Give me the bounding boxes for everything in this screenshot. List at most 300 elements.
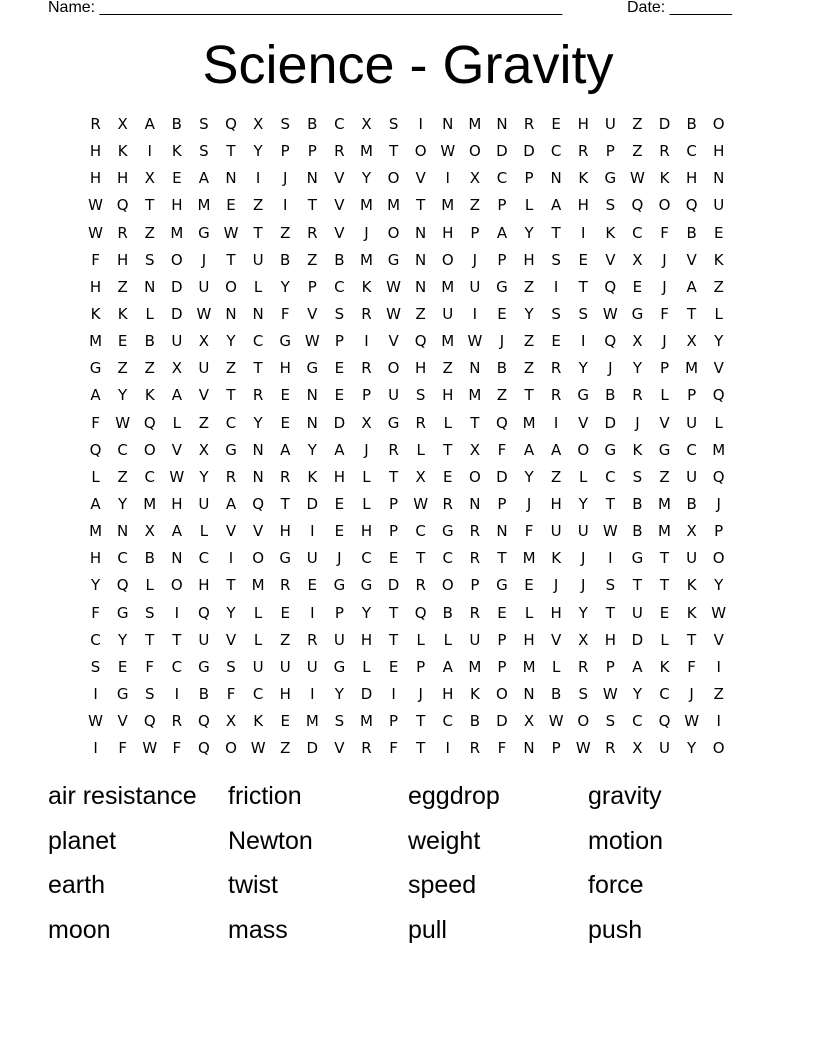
grid-letter: P <box>497 196 507 215</box>
grid-letter: R <box>90 115 101 133</box>
grid-letter: Q <box>116 196 129 215</box>
grid-letter: H <box>89 277 102 296</box>
grid-letter: T <box>416 196 426 215</box>
grid-letter: W <box>630 169 645 188</box>
grid-letter: Y <box>118 494 128 513</box>
grid-letter: L <box>416 630 425 649</box>
grid-letter: Y <box>524 304 534 323</box>
grid-letter: K <box>469 684 480 703</box>
grid-letter: H <box>604 630 616 649</box>
grid-letter: W <box>548 712 564 731</box>
grid-letter: K <box>713 250 724 269</box>
grid-letter: Q <box>198 739 210 758</box>
grid-letter: B <box>686 115 697 133</box>
grid-letter: N <box>252 467 264 486</box>
grid-letter: U <box>713 196 725 215</box>
grid-letter: E <box>524 576 534 595</box>
grid-letter: U <box>306 549 318 568</box>
word-list-item: Newton <box>228 826 313 855</box>
grid-letter: Y <box>632 359 642 378</box>
grid-letter: D <box>171 304 183 323</box>
grid-letter: I <box>174 684 180 703</box>
grid-letter: I <box>93 739 98 758</box>
grid-letter: F <box>91 603 100 622</box>
word-list-item: planet <box>48 826 117 855</box>
grid-letter: D <box>333 413 346 432</box>
grid-letter: D <box>604 413 617 432</box>
header-line <box>48 0 748 19</box>
grid-letter: R <box>578 142 589 161</box>
grid-letter: Q <box>604 332 617 351</box>
grid-letter: A <box>225 494 237 513</box>
grid-letter: R <box>659 142 670 161</box>
grid-letter: C <box>171 657 183 676</box>
grid-letter: D <box>496 467 508 486</box>
grid-letter: E <box>334 359 345 378</box>
grid-letter: Z <box>117 277 128 296</box>
word-list-item: air resistance <box>48 782 197 810</box>
grid-letter: N <box>469 494 481 513</box>
word-list-item: friction <box>228 782 302 810</box>
grid-letter: T <box>605 603 615 622</box>
grid-letter: S <box>90 657 101 676</box>
grid-letter: Q <box>631 196 644 215</box>
grid-letter: N <box>144 277 156 296</box>
grid-letter: U <box>198 359 210 378</box>
grid-letter: N <box>415 277 427 296</box>
grid-letter: D <box>387 576 400 595</box>
grid-letter: S <box>578 304 588 323</box>
grid-letter: C <box>252 684 264 703</box>
grid-letter: Y <box>118 630 128 649</box>
grid-letter: B <box>198 684 210 703</box>
grid-letter: U <box>279 657 291 676</box>
grid-letter: G <box>333 576 346 595</box>
grid-letter: F <box>145 657 155 676</box>
grid-letter: S <box>415 386 426 405</box>
grid-letter: N <box>523 684 535 703</box>
grid-letter: I <box>581 332 586 351</box>
grid-letter: B <box>171 115 182 133</box>
grid-letter: C <box>90 630 101 649</box>
grid-letter: N <box>415 223 427 242</box>
grid-letter: V <box>388 332 399 351</box>
grid-letter: E <box>443 467 453 486</box>
grid-letter: H <box>442 684 454 703</box>
grid-letter: J <box>716 494 721 513</box>
grid-letter: H <box>279 359 291 378</box>
grid-letter: L <box>524 196 534 215</box>
grid-letter: T <box>253 223 263 242</box>
grid-letter: R <box>361 304 372 323</box>
grid-letter: N <box>550 169 562 188</box>
grid-letter: H <box>577 196 589 215</box>
grid-letter: R <box>550 386 562 405</box>
grid-letter: X <box>686 332 697 351</box>
grid-letter: P <box>497 494 507 513</box>
grid-letter: Y <box>226 332 236 351</box>
grid-letter: C <box>334 115 345 133</box>
grid-letter: B <box>686 223 697 242</box>
grid-letter: R <box>334 142 345 161</box>
grid-letter: C <box>361 549 372 568</box>
grid-letter: I <box>581 223 586 242</box>
grid-letter: T <box>551 223 561 242</box>
grid-letter: U <box>198 277 210 296</box>
grid-letter: P <box>416 657 426 676</box>
grid-letter: C <box>605 467 616 486</box>
grid-letter: F <box>226 684 236 703</box>
word-list-item: twist <box>228 871 278 899</box>
grid-letter: L <box>660 386 669 405</box>
grid-letter: I <box>228 549 234 568</box>
grid-letter: E <box>497 304 507 323</box>
grid-letter: D <box>171 277 183 296</box>
grid-letter: D <box>658 115 671 133</box>
grid-letter: E <box>659 603 670 622</box>
grid-letter: L <box>551 657 561 676</box>
grid-letter: Q <box>252 494 265 513</box>
grid-letter: V <box>713 359 724 378</box>
grid-letter: D <box>631 630 644 649</box>
grid-letter: P <box>524 169 534 188</box>
grid-letter: P <box>389 522 399 541</box>
grid-letter: R <box>632 386 643 405</box>
grid-letter: V <box>171 440 182 459</box>
grid-letter: Y <box>307 440 317 459</box>
grid-letter: C <box>442 549 453 568</box>
grid-letter: E <box>280 386 290 405</box>
grid-letter: R <box>469 603 481 622</box>
grid-letter: G <box>387 413 400 432</box>
grid-letter: T <box>388 142 399 161</box>
grid-letter: M <box>658 494 671 513</box>
grid-letter: E <box>334 522 345 541</box>
grid-letter: G <box>604 440 617 459</box>
grid-letter: M <box>360 142 373 161</box>
grid-letter: G <box>631 549 644 568</box>
grid-letter: G <box>116 684 129 703</box>
grid-letter: P <box>334 332 344 351</box>
grid-letter: T <box>632 576 642 595</box>
grid-letter: P <box>389 494 399 513</box>
grid-letter: B <box>307 115 318 133</box>
grid-letter: R <box>523 115 535 133</box>
grid-letter: E <box>280 712 290 731</box>
grid-letter: M <box>89 522 103 541</box>
grid-letter: R <box>279 576 291 595</box>
grid-letter: I <box>445 739 450 758</box>
grid-letter: W <box>602 304 618 323</box>
grid-letter: O <box>252 549 265 568</box>
grid-letter: I <box>310 603 315 622</box>
grid-letter: K <box>605 223 616 242</box>
grid-letter: C <box>198 549 210 568</box>
grid-letter: Q <box>712 467 725 486</box>
grid-letter: X <box>578 630 589 649</box>
grid-letter: X <box>415 467 426 486</box>
grid-letter: U <box>550 522 562 541</box>
grid-letter: H <box>523 630 535 649</box>
grid-letter: F <box>389 739 398 758</box>
grid-letter: R <box>307 630 318 649</box>
grid-letter: R <box>469 522 481 541</box>
grid-letter: R <box>442 494 453 513</box>
grid-letter: A <box>334 440 345 459</box>
grid-letter: Y <box>687 739 697 758</box>
grid-letter: W <box>196 304 212 323</box>
grid-letter: Z <box>659 467 670 486</box>
grid-letter: M <box>143 494 157 513</box>
grid-letter: N <box>306 169 318 188</box>
grid-letter: H <box>415 359 427 378</box>
grid-letter: X <box>469 169 480 188</box>
grid-letter: R <box>415 576 426 595</box>
grid-letter: L <box>443 413 452 432</box>
grid-letter: I <box>445 169 450 188</box>
grid-letter: T <box>470 413 480 432</box>
grid-letter: P <box>605 142 615 161</box>
grid-letter: A <box>144 115 155 133</box>
grid-letter: S <box>334 712 345 731</box>
grid-letter: K <box>632 440 643 459</box>
grid-letter: D <box>360 684 373 703</box>
grid-letter: N <box>252 304 264 323</box>
grid-letter: N <box>225 169 237 188</box>
grid-letter: J <box>499 332 505 351</box>
grid-letter: A <box>280 440 291 459</box>
grid-letter: D <box>496 712 508 731</box>
grid-letter: A <box>632 657 643 676</box>
grid-letter: L <box>145 304 154 323</box>
grid-letter: B <box>144 549 155 568</box>
grid-letter: I <box>418 115 423 133</box>
grid-letter: H <box>89 169 102 188</box>
grid-letter: P <box>551 739 561 758</box>
name-field-label: Name: ____________________________________________________ <box>48 0 563 16</box>
grid-letter: M <box>468 115 482 133</box>
grid-letter: A <box>171 522 182 541</box>
grid-letter: R <box>578 657 589 676</box>
grid-letter: W <box>684 712 700 731</box>
grid-letter: M <box>170 223 184 242</box>
grid-letter: Z <box>225 359 237 378</box>
grid-letter: V <box>605 250 616 269</box>
grid-letter: J <box>364 440 369 459</box>
grid-letter: F <box>687 657 696 676</box>
grid-letter: H <box>442 223 454 242</box>
grid-letter: O <box>712 739 725 758</box>
grid-letter: X <box>632 739 643 758</box>
grid-letter: C <box>117 440 128 459</box>
grid-letter: D <box>523 142 535 161</box>
grid-letter: U <box>198 630 210 649</box>
grid-letter: Q <box>198 603 210 622</box>
grid-letter: U <box>306 657 318 676</box>
grid-letter: O <box>468 467 481 486</box>
grid-letter: V <box>551 630 562 649</box>
grid-letter: S <box>551 250 561 269</box>
grid-letter: Z <box>523 332 535 351</box>
grid-letter: B <box>442 603 453 622</box>
grid-letter: G <box>631 304 644 323</box>
grid-letter: H <box>171 196 183 215</box>
grid-letter: M <box>251 576 265 595</box>
grid-letter: F <box>280 304 290 323</box>
grid-letter: T <box>578 277 588 296</box>
grid-letter: U <box>469 630 481 649</box>
grid-letter: X <box>361 115 372 133</box>
grid-letter: O <box>170 576 183 595</box>
grid-letter: Q <box>143 712 156 731</box>
grid-letter: Q <box>225 115 237 133</box>
grid-letter: Y <box>118 386 128 405</box>
grid-letter: T <box>280 494 290 513</box>
grid-letter: F <box>497 440 507 459</box>
grid-letter: G <box>116 603 129 622</box>
grid-letter: W <box>413 494 429 513</box>
grid-letter: S <box>199 115 209 133</box>
grid-letter: W <box>250 739 266 758</box>
grid-letter: M <box>360 196 373 215</box>
grid-letter: P <box>307 142 317 161</box>
grid-letter: V <box>117 712 128 731</box>
grid-letter: V <box>198 386 210 405</box>
grid-letter: R <box>388 440 399 459</box>
grid-letter: T <box>145 630 155 649</box>
grid-letter: T <box>497 549 507 568</box>
grid-letter: F <box>118 739 127 758</box>
grid-letter: S <box>605 712 616 731</box>
grid-letter: X <box>361 413 372 432</box>
grid-letter: H <box>89 549 102 568</box>
grid-letter: J <box>581 549 586 568</box>
grid-letter: X <box>225 712 237 731</box>
grid-letter: V <box>252 522 264 541</box>
grid-letter: K <box>117 304 128 323</box>
grid-letter: E <box>388 549 399 568</box>
grid-letter: E <box>334 386 345 405</box>
grid-letter: Q <box>198 712 210 731</box>
grid-letter: W <box>304 332 320 351</box>
grid-letter: W <box>602 522 618 541</box>
grid-letter: Y <box>334 684 344 703</box>
grid-letter: H <box>279 522 291 541</box>
grid-letter: G <box>198 223 210 242</box>
grid-letter: X <box>144 522 155 541</box>
grid-letter: Z <box>415 304 426 323</box>
grid-letter: V <box>225 522 237 541</box>
grid-letter: K <box>686 603 697 622</box>
grid-letter: I <box>472 304 478 323</box>
grid-letter: M <box>468 657 482 676</box>
grid-letter: S <box>551 304 561 323</box>
grid-letter: M <box>658 522 671 541</box>
word-list-item: moon <box>48 915 111 944</box>
grid-letter: W <box>575 739 591 758</box>
grid-letter: E <box>551 115 561 133</box>
grid-letter: U <box>686 413 698 432</box>
grid-letter: J <box>418 684 423 703</box>
grid-letter: U <box>388 386 400 405</box>
grid-letter: M <box>305 712 319 731</box>
grid-letter: Z <box>523 277 535 296</box>
grid-letter: Z <box>632 142 643 161</box>
grid-letter: G <box>441 522 454 541</box>
grid-letter: O <box>387 223 400 242</box>
grid-letter: O <box>468 142 481 161</box>
grid-letter: Y <box>578 494 588 513</box>
grid-letter: G <box>360 576 373 595</box>
grid-letter: O <box>387 359 400 378</box>
grid-letter: C <box>415 522 426 541</box>
grid-letter: T <box>443 440 453 459</box>
grid-letter: I <box>608 549 613 568</box>
grid-letter: O <box>225 739 237 758</box>
grid-letter: O <box>441 250 454 269</box>
grid-letter: H <box>198 576 210 595</box>
grid-letter: E <box>307 576 318 595</box>
grid-letter: S <box>144 603 155 622</box>
grid-letter: Z <box>713 684 724 703</box>
grid-letter: J <box>553 576 559 595</box>
grid-letter: R <box>117 223 128 242</box>
grid-letter: I <box>93 684 98 703</box>
grid-letter: T <box>226 250 236 269</box>
letter-grid <box>82 111 732 762</box>
grid-letter: D <box>306 494 319 513</box>
grid-letter: T <box>145 196 155 215</box>
grid-letter: Q <box>496 413 508 432</box>
grid-letter: I <box>364 332 369 351</box>
grid-letter: E <box>117 657 128 676</box>
grid-letter: W <box>88 196 103 215</box>
grid-letter: T <box>524 386 534 405</box>
grid-letter: X <box>632 250 643 269</box>
grid-letter: X <box>523 712 535 731</box>
grid-letter: Z <box>144 359 155 378</box>
grid-letter: L <box>714 304 723 323</box>
grid-letter: Q <box>658 712 671 731</box>
grid-letter: Y <box>199 467 209 486</box>
grid-letter: A <box>523 440 535 459</box>
grid-letter: G <box>496 576 508 595</box>
grid-letter: B <box>496 359 508 378</box>
grid-letter: L <box>172 413 181 432</box>
grid-letter: C <box>117 549 128 568</box>
grid-letter: N <box>252 440 264 459</box>
grid-letter: M <box>441 277 455 296</box>
grid-letter: V <box>659 413 670 432</box>
grid-letter: M <box>197 196 211 215</box>
grid-letter: E <box>497 603 507 622</box>
grid-letter: L <box>253 630 263 649</box>
grid-letter: T <box>416 549 426 568</box>
grid-letter: C <box>442 712 453 731</box>
grid-letter: T <box>659 576 670 595</box>
grid-letter: R <box>550 359 562 378</box>
grid-letter: R <box>469 739 481 758</box>
grid-letter: M <box>360 250 373 269</box>
grid-letter: Y <box>714 576 724 595</box>
grid-letter: J <box>364 223 369 242</box>
grid-letter: Z <box>442 359 453 378</box>
grid-letter: L <box>443 630 452 649</box>
grid-letter: P <box>361 386 371 405</box>
grid-letter: G <box>496 277 508 296</box>
grid-letter: S <box>388 115 399 133</box>
grid-letter: E <box>226 196 236 215</box>
